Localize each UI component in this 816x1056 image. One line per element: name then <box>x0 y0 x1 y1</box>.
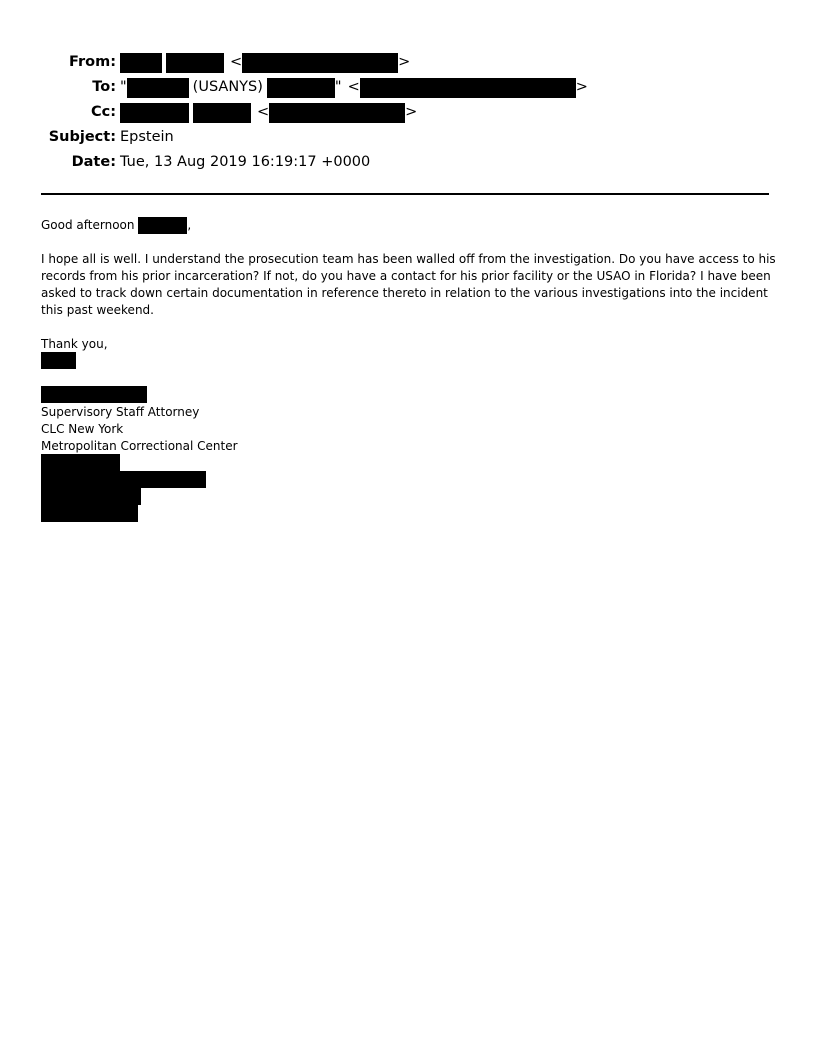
date-label: Date: <box>71 154 116 170</box>
subject-row <box>0 125 816 150</box>
cc-label: Cc: <box>90 104 116 120</box>
date-row <box>0 150 816 175</box>
angle-close: > <box>405 104 418 120</box>
message-paragraph: I hope all is well. I understand the prosecution team has been walled off from the investigation. Do you have access to his records from his prior incarceration? If not, do you have a contact for his prior facility or the USAO in Florida? I have been asked to track down certain documentation in reference thereto in relation to the various investigations into the incident this past weekend. <box>41 252 776 317</box>
header-divider <box>41 193 769 195</box>
signature-facility: Metropolitan Correctional Center <box>41 439 238 453</box>
to-value <box>120 75 588 100</box>
angle-open: < <box>257 104 270 120</box>
from-row <box>0 50 816 75</box>
angle-open: < <box>230 54 243 70</box>
redaction-block <box>127 78 189 98</box>
redaction-block <box>138 217 187 234</box>
redaction-block <box>120 103 189 123</box>
redaction-block <box>41 471 206 488</box>
redaction-block <box>269 103 405 123</box>
redaction-block <box>193 103 251 123</box>
redaction-block <box>267 78 335 98</box>
subject-value: Epstein <box>120 129 174 145</box>
signature-title: Supervisory Staff Attorney <box>41 405 200 419</box>
from-label: From: <box>69 54 116 70</box>
angle-close: > <box>398 54 411 70</box>
to-label: To: <box>92 79 116 95</box>
redaction-block <box>41 505 138 522</box>
to-quote-close: " <box>334 79 342 95</box>
date-value: Tue, 13 Aug 2019 16:19:17 +0000 <box>120 154 371 170</box>
cc-row <box>0 100 816 125</box>
greeting-text: Good afternoon <box>41 218 135 232</box>
greeting-comma: , <box>187 218 192 232</box>
redaction-block <box>41 488 141 505</box>
from-value <box>120 50 410 75</box>
signature-office: CLC New York <box>41 422 124 436</box>
redaction-block <box>120 53 162 73</box>
to-org: (USANYS) <box>192 79 263 95</box>
angle-close: > <box>575 79 588 95</box>
to-quote-open: " <box>120 79 127 95</box>
subject-label: Subject: <box>48 129 116 145</box>
to-row <box>0 75 816 100</box>
redaction-block <box>360 78 576 98</box>
closing-line: Thank you, <box>41 337 108 351</box>
cc-value <box>120 100 417 125</box>
redaction-block <box>166 53 224 73</box>
redaction-block <box>41 386 147 403</box>
redaction-block <box>242 53 398 73</box>
greeting-line <box>41 217 781 234</box>
angle-open: < <box>347 79 360 95</box>
redaction-block <box>41 352 76 369</box>
redaction-block <box>41 454 120 471</box>
email-header <box>0 50 816 175</box>
